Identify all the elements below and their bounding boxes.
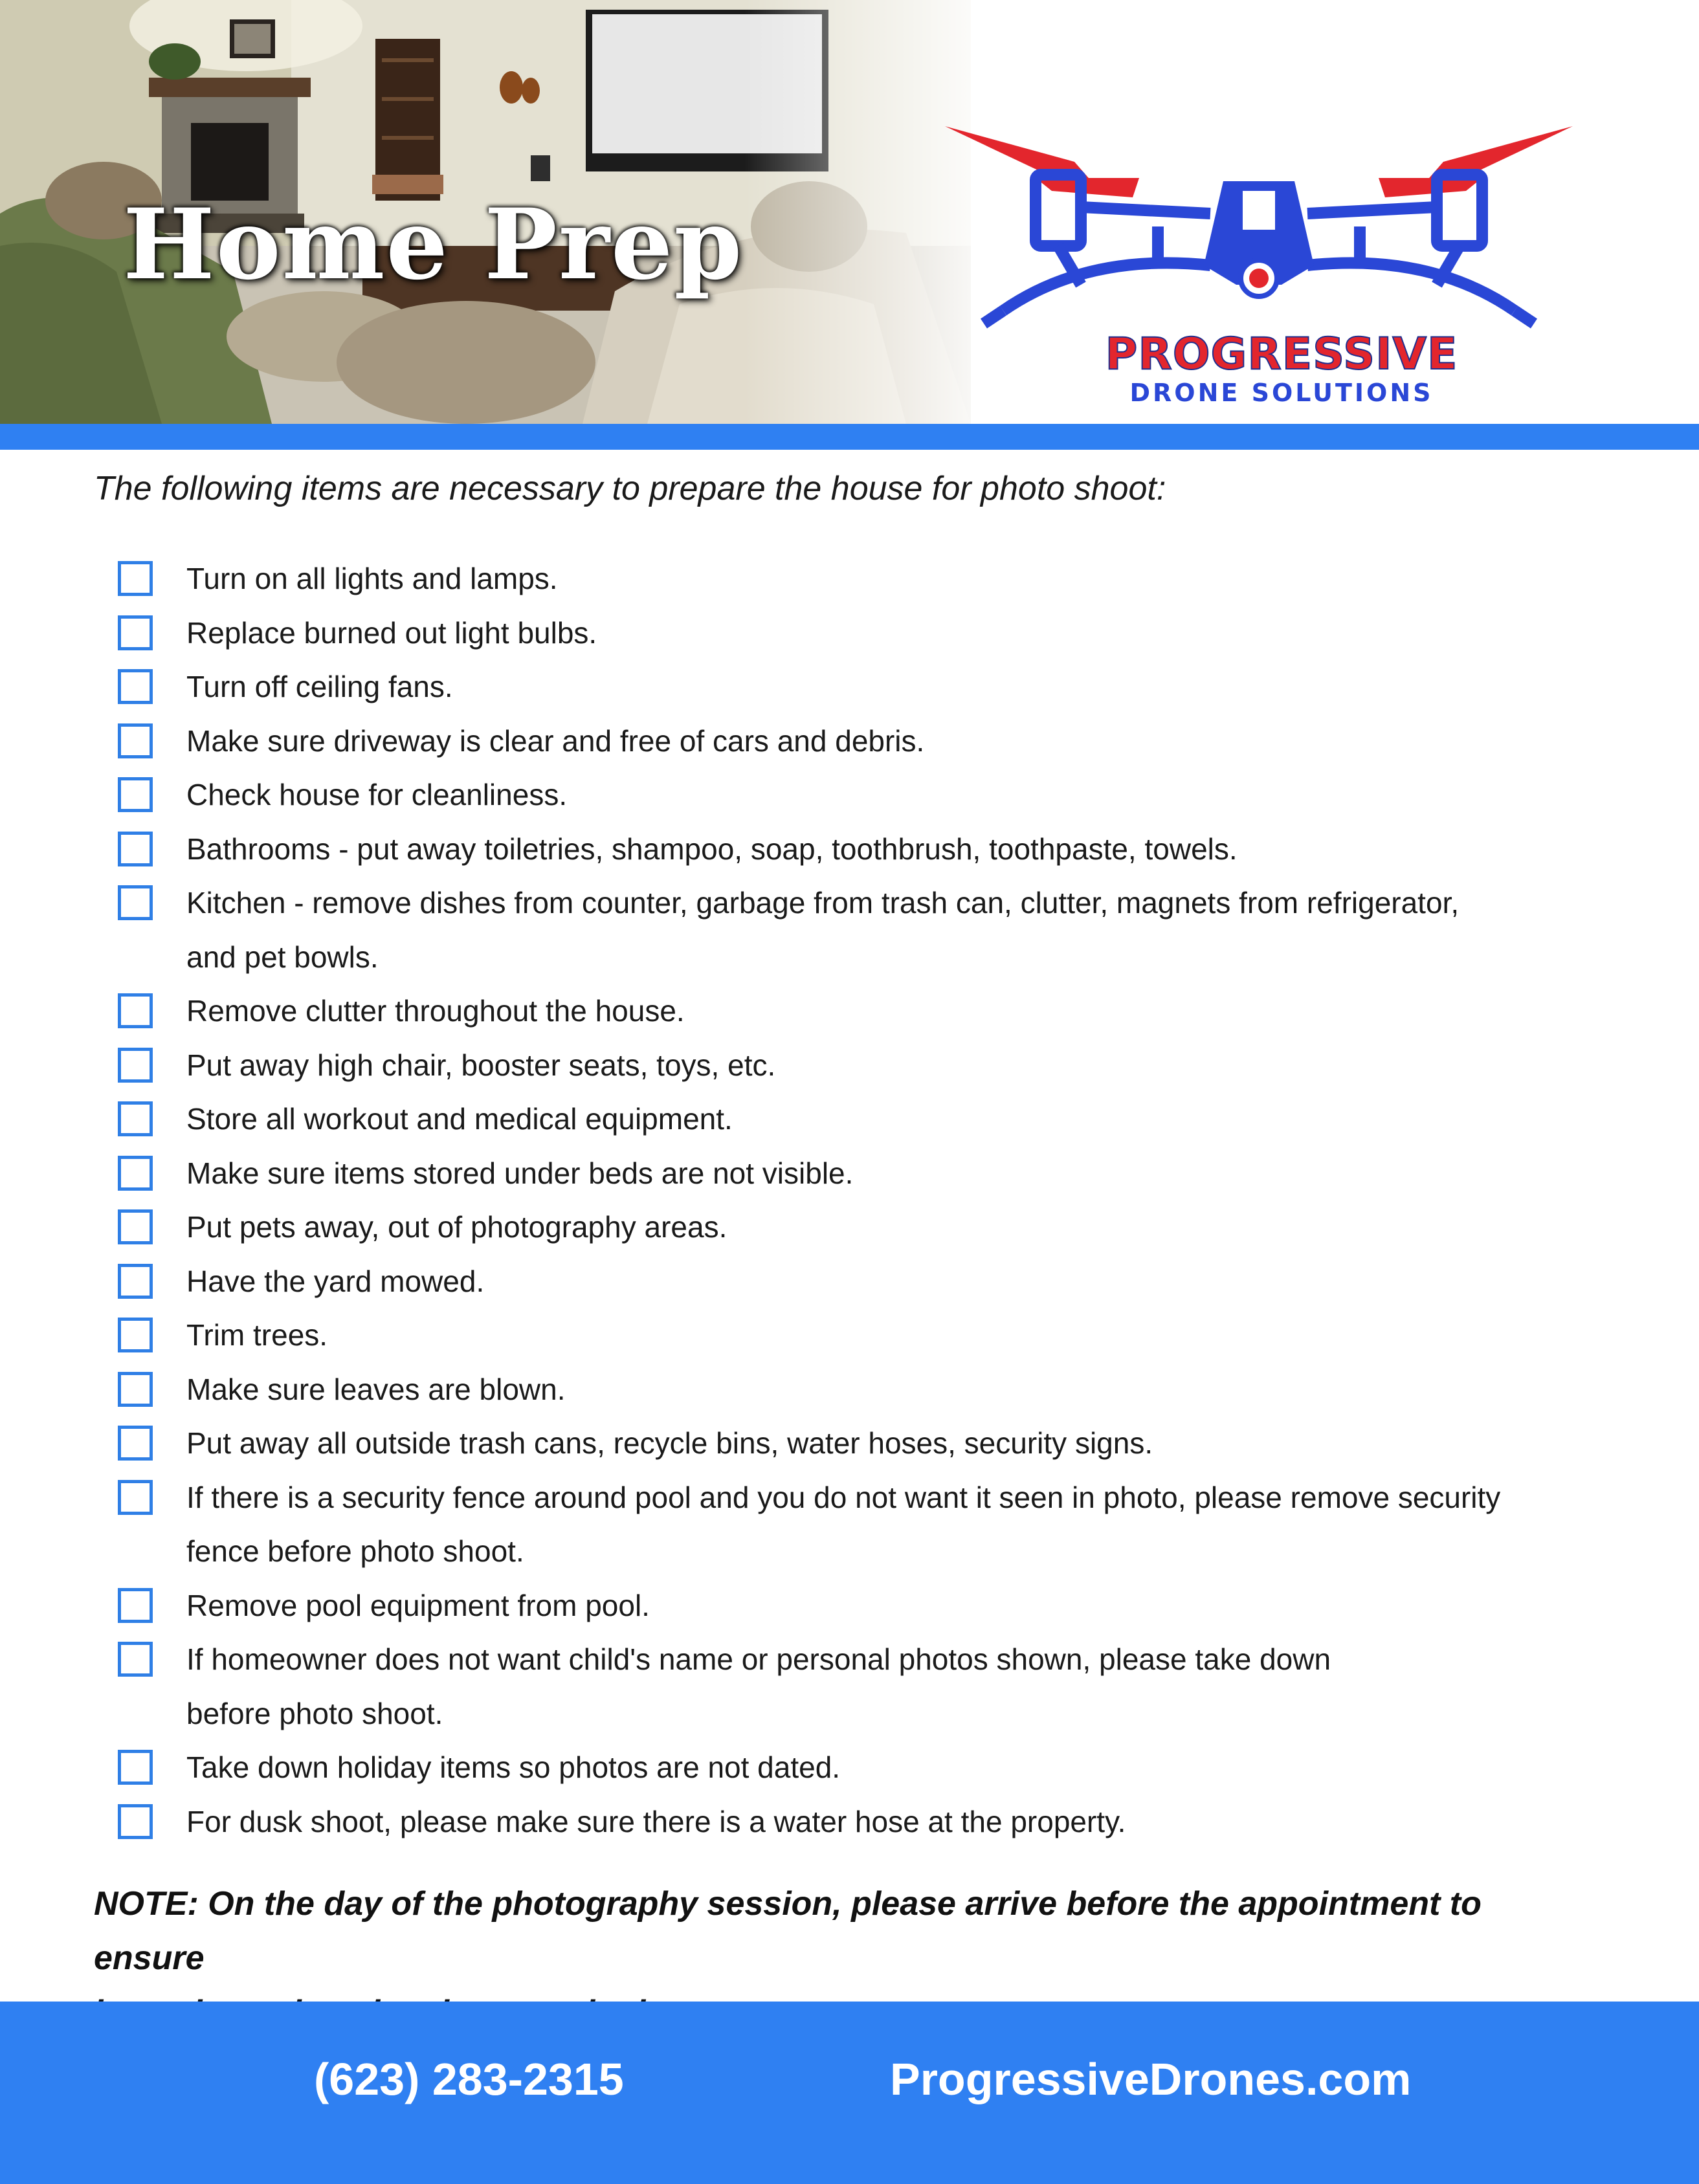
checkbox[interactable]	[118, 669, 153, 704]
checkbox[interactable]	[118, 1480, 153, 1515]
company-logo	[938, 116, 1579, 407]
checkbox[interactable]	[118, 561, 153, 596]
checklist-item-text: Put away all outside trash cans, recycle bins, water hoses, security signs.	[186, 1426, 1153, 1460]
checklist-item-text: Trim trees.	[186, 1318, 328, 1352]
phone-number: (623) 283-2315	[314, 2054, 624, 2104]
checklist-item-text: Check house for cleanliness.	[186, 778, 568, 811]
checklist-item-text: If there is a security fence around pool and you do not want it seen in photo, please remove security	[186, 1480, 1501, 1514]
website-link[interactable]: ProgressiveDrones.com	[890, 2054, 1412, 2104]
note-line-1: NOTE: On the day of the photography session, please arrive before the appointment to ensure	[94, 1885, 1482, 1977]
checkbox[interactable]	[118, 777, 153, 812]
checklist-item	[117, 1633, 1605, 1741]
checklist-item-text: Turn off ceiling fans.	[186, 670, 453, 703]
checkbox[interactable]	[118, 885, 153, 920]
logo-text-drone-solutions: DRONE SOLUTIONS	[1129, 379, 1434, 407]
logo-text-progressive: PROGRESSIVE	[1105, 329, 1458, 380]
checklist-item	[117, 876, 1605, 984]
intro-text: The following items are necessary to prepare the house for photo shoot:	[94, 470, 1166, 507]
checklist-item	[117, 1255, 1605, 1309]
checklist-item-text: Put pets away, out of photography areas.	[186, 1210, 727, 1244]
checklist-item	[117, 822, 1605, 877]
checkbox[interactable]	[118, 1426, 153, 1461]
checklist-item	[117, 552, 1605, 606]
checklist-item	[117, 714, 1605, 769]
checklist-item-text: Make sure driveway is clear and free of cars and debris.	[186, 723, 925, 758]
checklist-item	[117, 660, 1605, 714]
checkbox[interactable]	[118, 1588, 153, 1623]
checklist-item	[117, 984, 1605, 1039]
checklist-item	[117, 1417, 1605, 1471]
checklist-item-text-continued: and pet bowls.	[186, 940, 379, 974]
checkbox[interactable]	[118, 832, 153, 866]
checkbox[interactable]	[118, 1804, 153, 1839]
checklist-item	[117, 1200, 1605, 1255]
checklist-item	[117, 1308, 1605, 1363]
checklist-item	[117, 1039, 1605, 1093]
checklist-item-text: Store all workout and medical equipment.	[186, 1102, 733, 1136]
checklist-item	[117, 1795, 1605, 1849]
page-title: Home Prep	[123, 188, 744, 302]
checklist-item-text: For dusk shoot, please make sure there is a water hose at the property.	[186, 1804, 1126, 1838]
checkbox[interactable]	[118, 1101, 153, 1136]
checkbox[interactable]	[118, 1156, 153, 1191]
checklist-item-text: Put away high chair, booster seats, toys, etc.	[186, 1048, 776, 1082]
checklist-item-text: Replace burned out light bulbs.	[186, 615, 597, 650]
prep-checklist	[117, 552, 1605, 1849]
checkbox[interactable]	[118, 1209, 153, 1244]
checklist-item-text-continued: fence before photo shoot.	[186, 1534, 524, 1568]
checklist-item	[117, 768, 1605, 822]
checklist-item-text: Remove clutter throughout the house.	[186, 994, 685, 1028]
checklist-item-text: Make sure leaves are blown.	[186, 1372, 566, 1406]
checklist-item	[117, 1471, 1605, 1579]
checklist-item-text: Remove pool equipment from pool.	[186, 1588, 650, 1622]
checklist-item-text: Take down holiday items so photos are not dated.	[186, 1750, 841, 1784]
checklist-item	[117, 1147, 1605, 1201]
checkbox[interactable]	[118, 723, 153, 758]
checkbox[interactable]	[118, 993, 153, 1028]
checkbox[interactable]	[118, 1048, 153, 1083]
header	[0, 0, 1699, 424]
checkbox[interactable]	[118, 615, 153, 650]
checklist-item	[117, 1741, 1605, 1795]
checkbox[interactable]	[118, 1318, 153, 1352]
checklist-item	[117, 1092, 1605, 1147]
checklist-item	[117, 1363, 1605, 1417]
checklist-item-text: Bathrooms - put away toiletries, shampoo, soap, toothbrush, toothpaste, towels.	[186, 832, 1238, 866]
checklist-item-text: Make sure items stored under beds are not visible.	[186, 1156, 854, 1190]
checklist-item-text: Kitchen - remove dishes from counter, garbage from trash can, clutter, magnets from refrigerator,	[186, 886, 1460, 920]
checklist-item	[117, 1579, 1605, 1633]
checkbox[interactable]	[118, 1642, 153, 1677]
footer	[0, 2002, 1699, 2184]
checklist-item	[117, 606, 1605, 661]
checklist-item-text: If homeowner does not want child's name or personal photos shown, please take down	[186, 1642, 1331, 1676]
header-divider-band	[0, 424, 1699, 450]
checklist-item-text: Turn on all lights and lamps.	[186, 562, 558, 595]
checklist-item-text-continued: before photo shoot.	[186, 1696, 443, 1730]
checkbox[interactable]	[118, 1372, 153, 1407]
checkbox[interactable]	[118, 1750, 153, 1785]
checklist-item-text: Have the yard mowed.	[186, 1264, 485, 1298]
checkbox[interactable]	[118, 1264, 153, 1299]
